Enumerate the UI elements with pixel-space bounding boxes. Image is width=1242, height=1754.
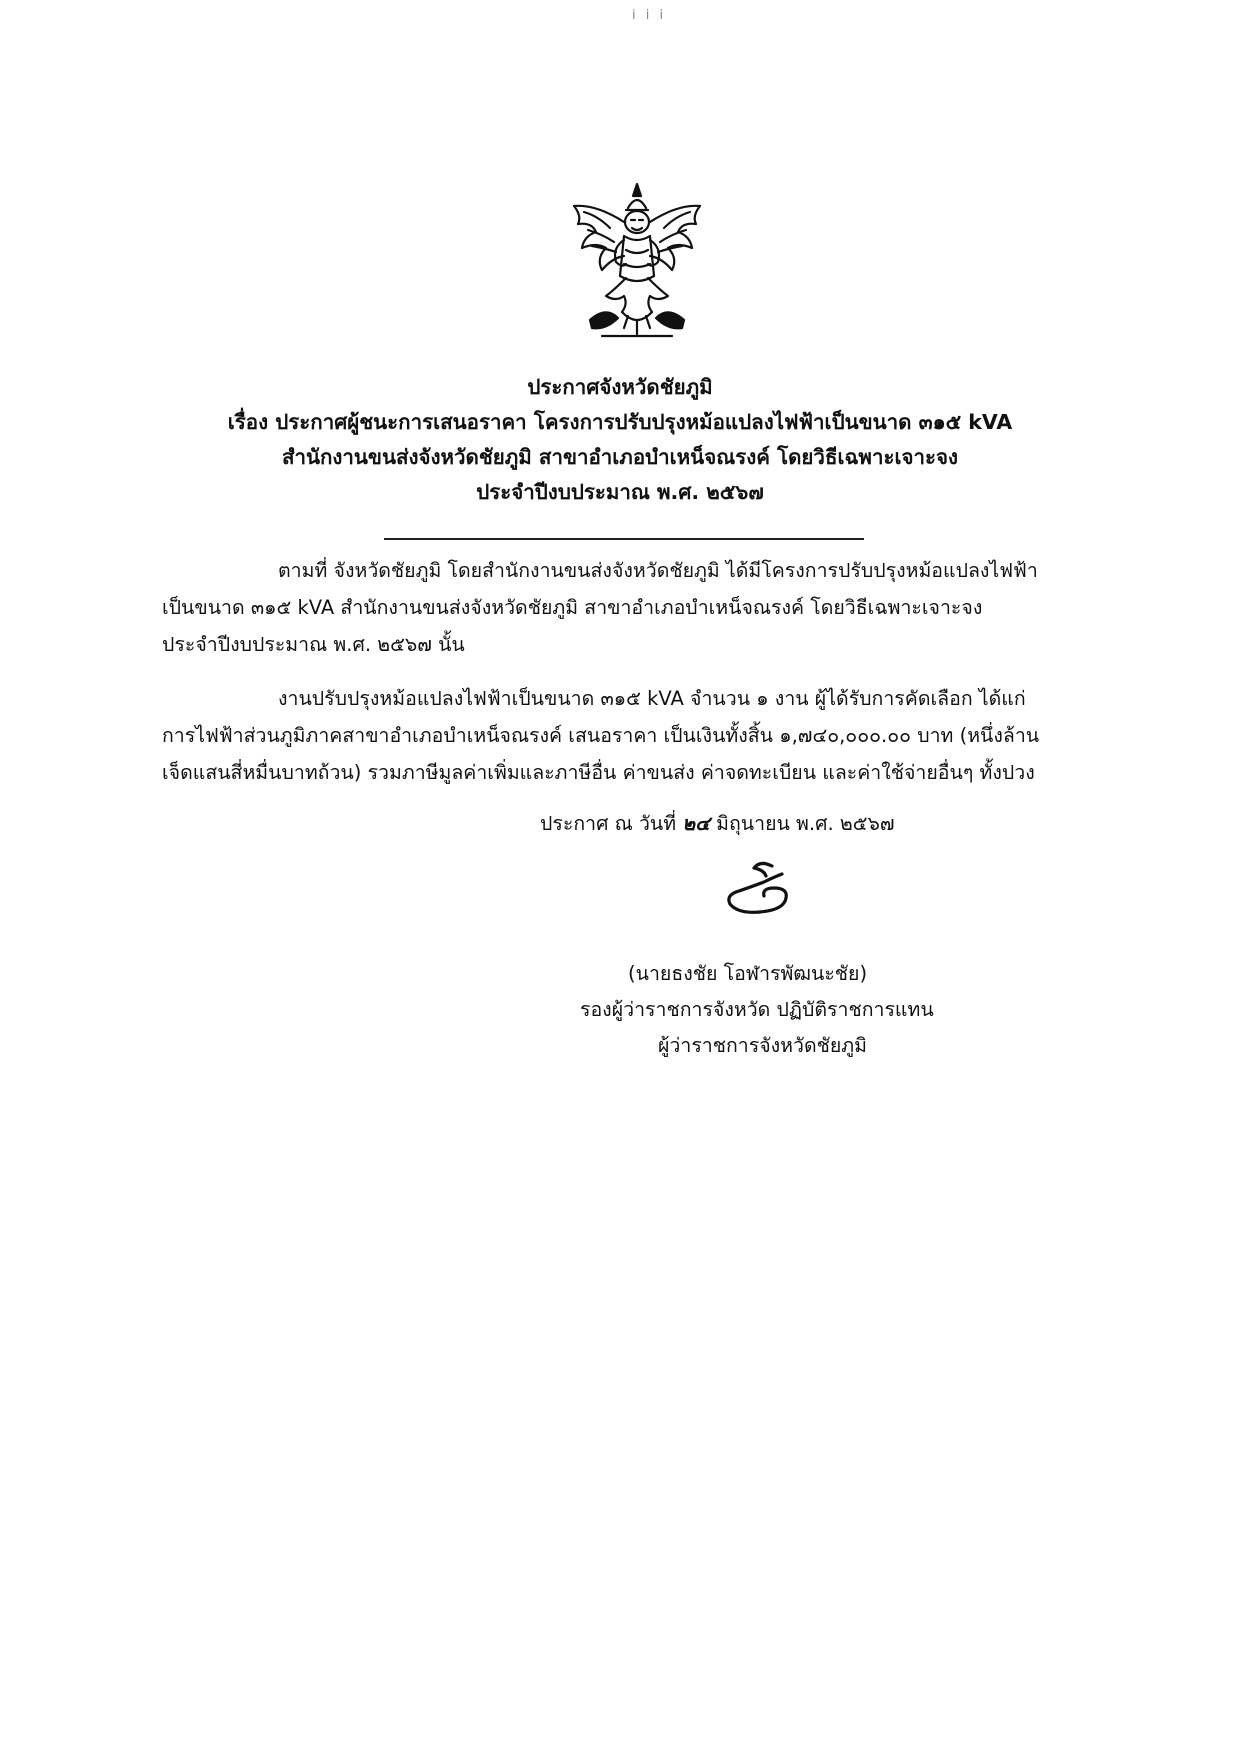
signatory-position-1: รองผู้ว่าราชการจังหวัด ปฏิบัติราชการแทน [580,998,934,1021]
announce-date-rest: มิถุนายน พ.ศ. ๒๕๖๗ [716,812,895,835]
announce-date-prefix: ประกาศ ณ วันที่ [540,812,677,835]
paragraph-2-line-3: เจ็ดแสนสี่หมื่นบาทถ้วน) รวมภาษีมูลค่าเพิ่มและภาษีอื่น ค่าขนส่ง ค่าจดทะเบียน และค่าใช้จ่ายอื่นๆ ทั้งปวง [162,761,1035,784]
scan-artifact: ⅰ ⅰ ⅰ [632,8,667,23]
garuda-emblem-icon [562,178,712,346]
title-line-4: ประจำปีงบประมาณ พ.ศ. ๒๕๖๗ [476,480,764,504]
announce-date-day: ๒๔ [682,812,710,835]
paragraph-1 [162,552,1124,663]
paragraph-2 [162,680,1124,791]
title-divider [384,538,864,540]
signatory-name: (นายธงชัย โอฬารพัฒนะชัย) [628,962,868,985]
handwritten-signature-icon [720,858,800,920]
title-line-1: ประกาศจังหวัดชัยภูมิ [527,375,713,399]
title-line-3: สำนักงานขนส่งจังหวัดชัยภูมิ สาขาอำเภอบำเหน็จณรงค์ โดยวิธีเฉพาะเจาะจง [281,445,959,469]
announce-date [540,808,895,839]
paragraph-2-line-2: การไฟฟ้าส่วนภูมิภาคสาขาอำเภอบำเหน็จณรงค์ เสนอราคา เป็นเงินทั้งสิ้น ๑,๗๔๐,๐๐๐.๐๐ บาท (หนึ่งล้าน [162,724,1040,747]
paragraph-1-line-3: ประจำปีงบประมาณ พ.ศ. ๒๕๖๗ นั้น [162,633,465,656]
announcement-title [120,370,1120,510]
title-line-2: เรื่อง ประกาศผู้ชนะการเสนอราคา โครงการปรับปรุงหม้อแปลงไฟฟ้าเป็นขนาด ๓๑๕ kVA [227,410,1013,434]
paragraph-2-line-1: งานปรับปรุงหม้อแปลงไฟฟ้าเป็นขนาด ๓๑๕ kVA จำนวน ๑ งาน ผู้ได้รับการคัดเลือก ได้แก่ [278,687,1026,710]
signatory-position-2: ผู้ว่าราชการจังหวัดชัยภูมิ [658,1034,867,1057]
paragraph-1-line-1: ตามที่ จังหวัดชัยภูมิ โดยสำนักงานขนส่งจังหวัดชัยภูมิ ได้มีโครงการปรับปรุงหม้อแปลงไฟฟ้า [278,559,1038,582]
paragraph-1-line-2: เป็นขนาด ๓๑๕ kVA สำนักงานขนส่งจังหวัดชัยภูมิ สาขาอำเภอบำเหน็จณรงค์ โดยวิธีเฉพาะเจาะจง [162,596,983,619]
